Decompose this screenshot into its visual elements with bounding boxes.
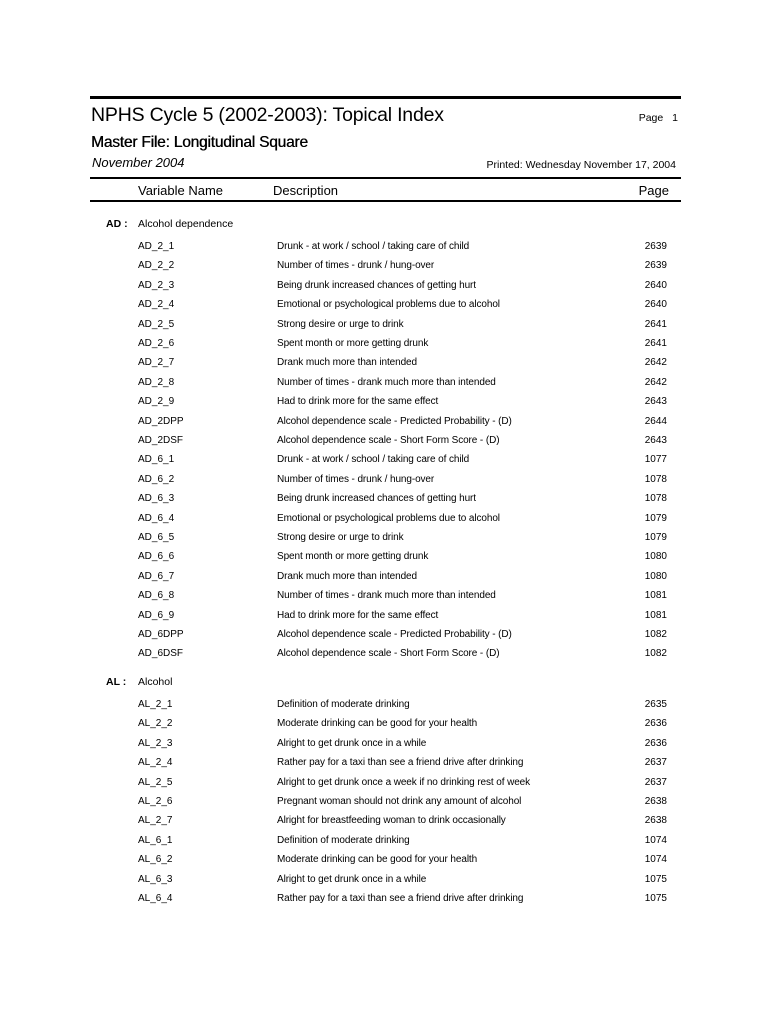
page-cell: 2638 — [644, 796, 667, 807]
page-title: NPHS Cycle 5 (2002-2003): Topical Index — [91, 104, 444, 126]
index-row — [0, 699, 770, 713]
page-cell: 1082 — [644, 648, 667, 660]
page-cell: 1078 — [644, 493, 667, 505]
top-rule — [90, 96, 681, 99]
variable-name-cell: AD_2_5 — [138, 318, 175, 330]
header-rule-top — [90, 177, 681, 179]
page-cell: 2635 — [644, 699, 667, 710]
description-cell: Rather pay for a taxi than see a friend drive after drinking — [277, 893, 524, 904]
document-date: November 2004 — [92, 155, 185, 170]
description-cell: Being drunk increased chances of getting hurt — [277, 493, 476, 505]
description-cell: Number of times - drunk / hung-over — [277, 473, 435, 485]
page-cell: 1075 — [644, 873, 667, 885]
index-row — [0, 854, 770, 868]
description-cell: Number of times - drank much more than intended — [277, 590, 496, 602]
variable-name-cell: AD_2_4 — [138, 299, 175, 311]
description-cell: Alright to get drunk once in a while — [277, 873, 427, 885]
index-row — [0, 590, 770, 604]
page-cell: 1079 — [644, 512, 667, 524]
page-cell: 2643 — [644, 396, 667, 408]
variable-name-cell: AD_2DPP — [138, 415, 184, 427]
variable-name-cell: AD_6_3 — [138, 493, 175, 505]
description-cell: Moderate drinking can be good for your health — [277, 854, 478, 866]
variable-name-cell: AD_2_8 — [138, 376, 175, 388]
variable-name-cell: AL_2_3 — [138, 737, 173, 749]
page-cell: 2637 — [644, 776, 667, 788]
description-cell: Alright to get drunk once a week if no drinking rest of week — [277, 776, 531, 788]
group-code: AL : — [106, 676, 127, 688]
page-cell: 1082 — [644, 629, 667, 640]
variable-name-cell: AD_6_1 — [138, 454, 175, 466]
description-cell: Had to drink more for the same effect — [277, 609, 439, 621]
page-number-label: Page 1 — [638, 112, 678, 124]
index-row — [0, 241, 770, 255]
description-cell: Spent month or more getting drunk — [277, 551, 429, 563]
variable-name-cell: AL_2_1 — [138, 699, 173, 710]
column-header-description: Description — [273, 183, 339, 198]
index-row — [0, 757, 770, 771]
master-file-subtitle: Master File: Longitudinal Square — [91, 134, 308, 151]
index-row — [0, 377, 770, 391]
description-cell: Rather pay for a taxi than see a friend drive after drinking — [277, 757, 524, 769]
variable-name-cell: AD_6_9 — [138, 609, 175, 621]
variable-name-cell: AD_2_1 — [138, 241, 175, 252]
index-row — [0, 357, 770, 371]
description-cell: Drunk - at work / school / taking care of child — [277, 241, 470, 252]
page-cell: 2644 — [644, 415, 667, 427]
description-cell: Strong desire or urge to drink — [277, 532, 404, 543]
header-rule-bottom — [90, 200, 681, 202]
description-cell: Had to drink more for the same effect — [277, 396, 439, 408]
description-cell: Emotional or psychological problems due to alcohol — [277, 299, 500, 311]
variable-name-cell: AD_2_7 — [138, 357, 175, 369]
page-cell: 2637 — [644, 757, 667, 769]
page-cell: 1081 — [644, 609, 667, 621]
variable-name-cell: AD_2_6 — [138, 338, 175, 349]
index-row — [0, 718, 770, 732]
variable-name-cell: AD_6DPP — [138, 629, 184, 640]
group-name: Alcohol dependence — [138, 218, 234, 230]
index-row — [0, 571, 770, 585]
page-cell: 1074 — [644, 834, 667, 846]
variable-name-cell: AD_6_8 — [138, 590, 175, 602]
page-cell: 1075 — [644, 893, 667, 904]
variable-name-cell: AL_2_7 — [138, 815, 173, 827]
variable-name-cell: AD_6_4 — [138, 512, 175, 524]
index-row — [0, 532, 770, 546]
description-cell: Being drunk increased chances of getting hurt — [277, 279, 476, 291]
page-cell: 2641 — [644, 338, 667, 349]
variable-name-cell: AD_2DSF — [138, 435, 184, 446]
description-cell: Number of times - drunk / hung-over — [277, 260, 435, 272]
index-row — [0, 338, 770, 352]
index-row — [0, 796, 770, 810]
index-row — [0, 551, 770, 565]
description-cell: Alcohol dependence scale - Predicted Probability - (D) — [277, 629, 512, 640]
column-header-variable-name: Variable Name — [138, 183, 224, 198]
page-cell: 1077 — [644, 454, 667, 466]
index-row — [0, 893, 770, 907]
description-cell: Drank much more than intended — [277, 570, 417, 582]
page-cell: 2639 — [644, 241, 667, 252]
variable-name-cell: AD_6_6 — [138, 551, 175, 563]
description-cell: Drank much more than intended — [277, 357, 417, 369]
index-row — [0, 874, 770, 888]
index-row — [0, 610, 770, 624]
description-cell: Emotional or psychological problems due to alcohol — [277, 512, 500, 524]
variable-name-cell: AD_6_2 — [138, 473, 175, 485]
variable-name-cell: AL_6_4 — [138, 893, 173, 904]
variable-name-cell: AL_2_4 — [138, 757, 173, 769]
page-cell: 2640 — [644, 279, 667, 291]
index-row — [0, 738, 770, 752]
variable-name-cell: AL_2_2 — [138, 718, 173, 730]
column-header-page: Page — [638, 183, 669, 198]
index-row — [0, 416, 770, 430]
description-cell: Pregnant woman should not drink any amount of alcohol — [277, 796, 522, 807]
page-cell: 1080 — [644, 551, 667, 563]
page-cell: 2639 — [644, 260, 667, 272]
variable-name-cell: AL_6_1 — [138, 834, 173, 846]
page-cell: 1080 — [644, 570, 667, 582]
index-row — [0, 648, 770, 662]
index-row — [0, 260, 770, 274]
variable-name-cell: AD_6_5 — [138, 532, 175, 543]
index-row — [0, 777, 770, 791]
description-cell: Definition of moderate drinking — [277, 699, 410, 710]
page-cell: 2636 — [644, 737, 667, 749]
index-row — [0, 280, 770, 294]
page-cell: 2642 — [644, 376, 667, 388]
page-cell: 1078 — [644, 473, 667, 485]
page-cell: 2636 — [644, 718, 667, 730]
index-row — [0, 396, 770, 410]
description-cell: Alright to get drunk once in a while — [277, 737, 427, 749]
group-name: Alcohol — [138, 676, 173, 688]
description-cell: Alcohol dependence scale - Short Form Score - (D) — [277, 435, 500, 446]
variable-name-cell: AD_2_9 — [138, 396, 175, 408]
index-row — [0, 815, 770, 829]
index-row — [0, 835, 770, 849]
variable-name-cell: AD_2_3 — [138, 279, 175, 291]
description-cell: Alcohol dependence scale - Short Form Score - (D) — [277, 648, 500, 660]
description-cell: Number of times - drank much more than intended — [277, 376, 496, 388]
variable-name-cell: AD_6DSF — [138, 648, 184, 660]
index-row — [0, 629, 770, 643]
page-cell: 1081 — [644, 590, 667, 602]
index-row — [0, 454, 770, 468]
variable-name-cell: AD_6_7 — [138, 570, 175, 582]
variable-name-cell: AL_2_5 — [138, 776, 173, 788]
group-code: AD : — [106, 218, 128, 230]
page-cell: 2638 — [644, 815, 667, 827]
printed-date: Printed: Wednesday November 17, 2004 — [486, 159, 676, 171]
page-cell: 2642 — [644, 357, 667, 369]
index-row — [0, 513, 770, 527]
page-cell: 2641 — [644, 318, 667, 330]
page-cell: 1074 — [644, 854, 667, 866]
description-cell: Definition of moderate drinking — [277, 834, 410, 846]
variable-name-cell: AL_6_2 — [138, 854, 173, 866]
index-row — [0, 319, 770, 333]
page-cell: 2640 — [644, 299, 667, 311]
variable-name-cell: AL_6_3 — [138, 873, 173, 885]
variable-name-cell: AD_2_2 — [138, 260, 175, 272]
page-cell: 2643 — [644, 435, 667, 446]
page-cell: 1079 — [644, 532, 667, 543]
description-cell: Strong desire or urge to drink — [277, 318, 404, 330]
description-cell: Alcohol dependence scale - Predicted Probability - (D) — [277, 415, 512, 427]
index-row — [0, 493, 770, 507]
index-row — [0, 435, 770, 449]
description-cell: Drunk - at work / school / taking care of child — [277, 454, 470, 466]
variable-name-cell: AL_2_6 — [138, 796, 173, 807]
index-row — [0, 474, 770, 488]
index-row — [0, 299, 770, 313]
description-cell: Spent month or more getting drunk — [277, 338, 429, 349]
description-cell: Alright for breastfeeding woman to drink occasionally — [277, 815, 506, 827]
description-cell: Moderate drinking can be good for your health — [277, 718, 478, 730]
